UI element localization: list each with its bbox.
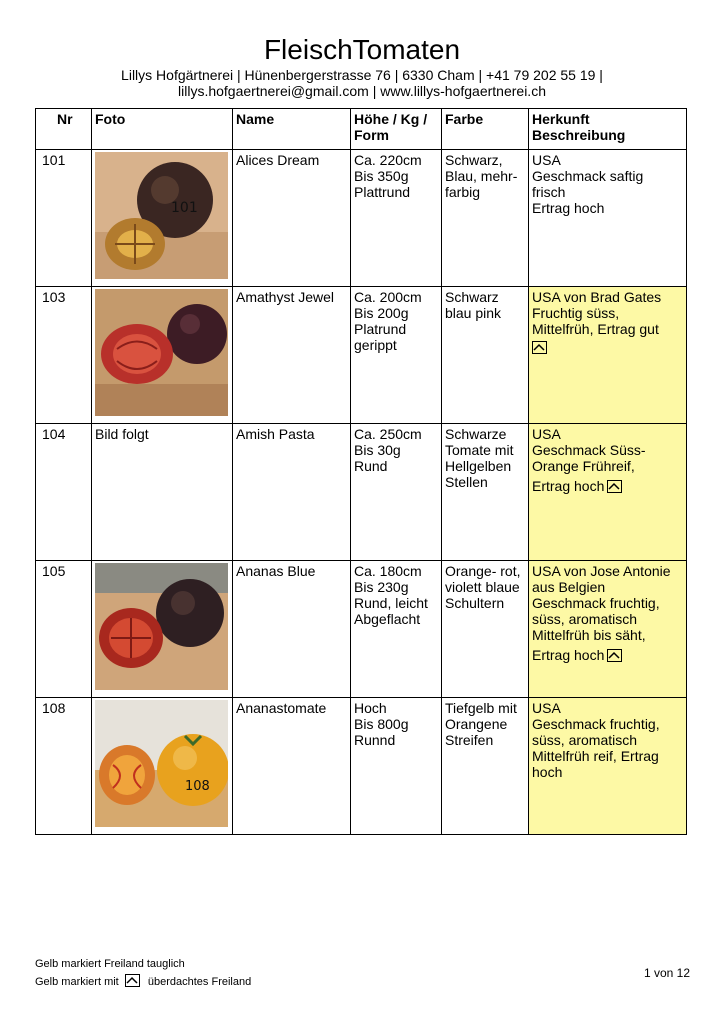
header-farbe: Farbe bbox=[442, 109, 529, 150]
row-name: Amish Pasta bbox=[233, 424, 351, 561]
row-hoehe: Ca. 250cm Bis 30g Rund bbox=[351, 424, 442, 561]
row-nr: 105 bbox=[36, 561, 92, 698]
row-nr: 104 bbox=[36, 424, 92, 561]
row-herkunft: USA Geschmack saftig frisch Ertrag hoch bbox=[529, 150, 687, 287]
row-hoehe: Ca. 180cm Bis 230g Rund, leicht Abgeflacht bbox=[351, 561, 442, 698]
row-farbe: Orange- rot, violett blaue Schultern bbox=[442, 561, 529, 698]
row-name: Alices Dream bbox=[233, 150, 351, 287]
contact-line-1: Lillys Hofgärtnerei | Hünenbergerstrasse 76 | 6330 Cham | +41 79 202 55 19 | bbox=[121, 67, 603, 83]
row-herkunft: USA Geschmack Süss- Orange Frühreif, Ertrag hoch bbox=[529, 424, 687, 561]
header-foto: Foto bbox=[92, 109, 233, 150]
header-name: Name bbox=[233, 109, 351, 150]
greenhouse-roof-icon bbox=[125, 974, 140, 987]
row-herkunft: USA von Jose Antonie aus Belgien Geschmack fruchtig, süss, aromatisch Mittelfrüh bis säht, Ertrag hoch bbox=[529, 561, 687, 698]
row-farbe: Schwarz, Blau, mehr- farbig bbox=[442, 150, 529, 287]
page-number: 1 von 12 bbox=[643, 966, 690, 980]
row-photo bbox=[92, 150, 233, 287]
row-herkunft: USA Geschmack fruchtig, süss, aromatisch Mittelfrüh reif, Ertrag hoch bbox=[529, 698, 687, 835]
greenhouse-roof-icon bbox=[607, 649, 622, 662]
row-hoehe: Hoch Bis 800g Runnd bbox=[351, 698, 442, 835]
row-hoehe: Ca. 200cm Bis 200g Platrund gerippt bbox=[351, 287, 442, 424]
greenhouse-roof-icon bbox=[532, 341, 547, 354]
row-nr: 108 bbox=[36, 698, 92, 835]
row-name: Ananastomate bbox=[233, 698, 351, 835]
tomato-photo bbox=[95, 563, 228, 690]
row-farbe: Schwarze Tomate mit Hellgelben Stellen bbox=[442, 424, 529, 561]
table-header-row bbox=[36, 109, 687, 150]
greenhouse-roof-icon bbox=[607, 480, 622, 493]
row-nr: 101 bbox=[36, 150, 92, 287]
header-herkunft: Herkunft Beschreibung bbox=[529, 109, 687, 150]
row-farbe: Tiefgelb mit Orangene Streifen bbox=[442, 698, 529, 835]
table-row bbox=[36, 561, 687, 698]
row-photo-placeholder: Bild folgt bbox=[92, 424, 233, 561]
row-herkunft: USA von Brad Gates Fruchtig süss, Mittelfrüh, Ertrag gut bbox=[529, 287, 687, 424]
tomato-table bbox=[35, 108, 687, 835]
row-photo bbox=[92, 698, 233, 835]
table-row bbox=[36, 424, 687, 561]
tomato-photo bbox=[95, 152, 228, 279]
row-farbe: Schwarz blau pink bbox=[442, 287, 529, 424]
header-nr: Nr bbox=[36, 109, 92, 150]
row-name: Amathyst Jewel bbox=[233, 287, 351, 424]
table-row bbox=[36, 150, 687, 287]
svg-text:108: 108 bbox=[185, 779, 210, 794]
table-row bbox=[36, 287, 687, 424]
header-hoehe: Höhe / Kg / Form bbox=[351, 109, 442, 150]
row-photo bbox=[92, 561, 233, 698]
tomato-photo bbox=[95, 289, 228, 416]
row-photo bbox=[92, 287, 233, 424]
row-nr: 103 bbox=[36, 287, 92, 424]
page-title: FleischTomaten bbox=[263, 34, 461, 65]
tomato-photo bbox=[95, 700, 228, 827]
contact-line-2: lillys.hofgaertnerei@gmail.com | www.lillys-hofgaertnerei.ch bbox=[178, 83, 546, 99]
row-hoehe: Ca. 220cm Bis 350g Plattrund bbox=[351, 150, 442, 287]
footer-legend-2: Gelb markiert mit überdachtes Freiland bbox=[35, 976, 252, 988]
row-name: Ananas Blue bbox=[233, 561, 351, 698]
footer-legend-1: Gelb markiert Freiland tauglich bbox=[35, 958, 185, 970]
contact-info bbox=[0, 67, 724, 99]
svg-text:101: 101 bbox=[171, 200, 198, 216]
table-row bbox=[36, 698, 687, 835]
